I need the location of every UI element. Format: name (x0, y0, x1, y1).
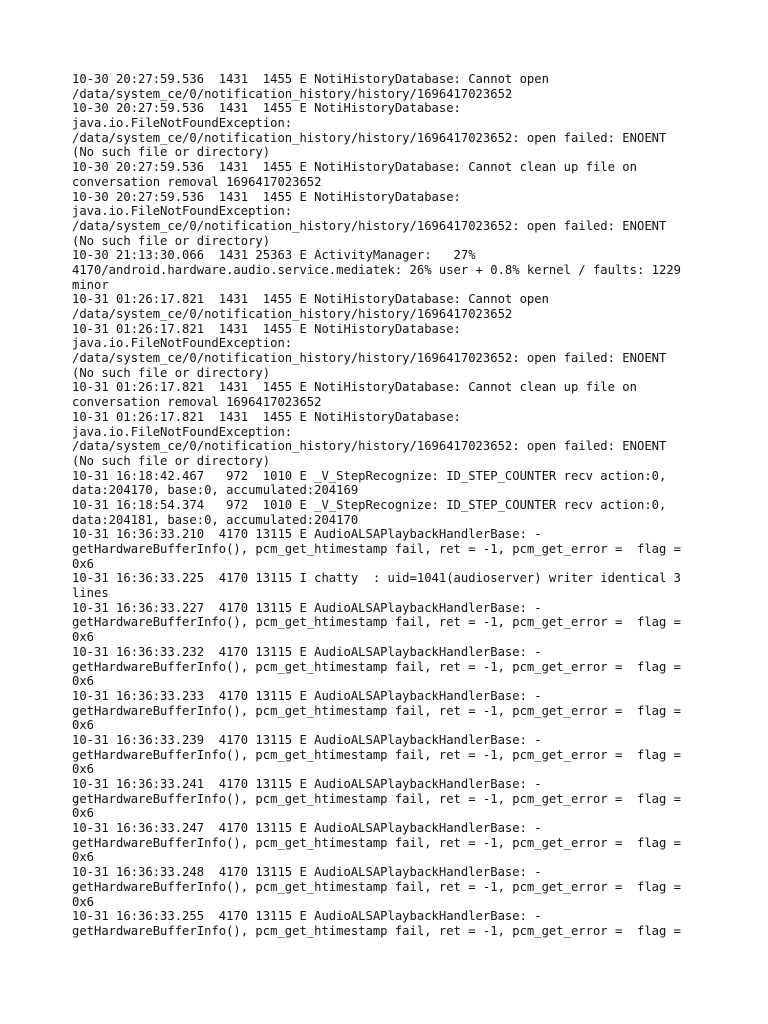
log-line: getHardwareBufferInfo(), pcm_get_htimestamp fail, ret = -1, pcm_get_error = flag = (72, 747, 682, 762)
log-line: /data/system_ce/0/notification_history/history/1696417023652 (72, 86, 513, 101)
log-line: getHardwareBufferInfo(), pcm_get_htimestamp fail, ret = -1, pcm_get_error = flag = (72, 659, 682, 674)
log-line: /data/system_ce/0/notification_history/history/1696417023652: open failed: ENOENT (72, 130, 667, 145)
log-line: 10-31 16:36:33.255 4170 13115 E AudioALSAPlaybackHandlerBase: - (72, 909, 542, 924)
log-line: (No such file or directory) (72, 233, 271, 248)
log-line: 0x6 (72, 674, 95, 689)
log-line: 10-30 21:13:30.066 1431 25363 E ActivityManager: 27% (72, 248, 476, 263)
log-line: 0x6 (72, 762, 95, 777)
log-line: 0x6 (72, 556, 95, 571)
log-line: data:204181, base:0, accumulated:204170 (72, 512, 359, 527)
log-line: getHardwareBufferInfo(), pcm_get_htimestamp fail, ret = -1, pcm_get_error = flag = (72, 923, 682, 938)
log-line: java.io.FileNotFoundException: (72, 424, 293, 439)
log-text-block (72, 72, 712, 939)
log-line: (No such file or directory) (72, 145, 271, 160)
log-line: /data/system_ce/0/notification_history/history/1696417023652: open failed: ENOENT (72, 439, 667, 454)
log-line: 10-30 20:27:59.536 1431 1455 E NotiHistoryDatabase: (72, 101, 461, 116)
log-line: 10-31 16:36:33.233 4170 13115 E AudioALSAPlaybackHandlerBase: - (72, 688, 542, 703)
log-line: /data/system_ce/0/notification_history/history/1696417023652: open failed: ENOENT (72, 351, 667, 366)
log-line: 0x6 (72, 894, 95, 909)
log-line: 4170/android.hardware.audio.service.mediatek: 26% user + 0.8% kernel / faults: 1229 (72, 262, 682, 277)
log-line: 0x6 (72, 806, 95, 821)
log-line: getHardwareBufferInfo(), pcm_get_htimestamp fail, ret = -1, pcm_get_error = flag = (72, 835, 682, 850)
log-line: conversation removal 1696417023652 (72, 395, 322, 410)
log-line: 10-31 01:26:17.821 1431 1455 E NotiHistoryDatabase: (72, 409, 461, 424)
log-line: data:204170, base:0, accumulated:204169 (72, 483, 359, 498)
log-line: 10-31 16:36:33.239 4170 13115 E AudioALSAPlaybackHandlerBase: - (72, 732, 542, 747)
log-line: 10-31 01:26:17.821 1431 1455 E NotiHistoryDatabase: Cannot open (72, 292, 549, 307)
log-line: conversation removal 1696417023652 (72, 174, 322, 189)
log-line: getHardwareBufferInfo(), pcm_get_htimestamp fail, ret = -1, pcm_get_error = flag = (72, 615, 682, 630)
log-line: getHardwareBufferInfo(), pcm_get_htimestamp fail, ret = -1, pcm_get_error = flag = (72, 791, 682, 806)
log-line: getHardwareBufferInfo(), pcm_get_htimestamp fail, ret = -1, pcm_get_error = flag = (72, 879, 682, 894)
log-line: 0x6 (72, 718, 95, 733)
log-line: /data/system_ce/0/notification_history/history/1696417023652 (72, 307, 513, 321)
log-line: 10-31 16:36:33.247 4170 13115 E AudioALSAPlaybackHandlerBase: - (72, 821, 542, 836)
log-line: 10-30 20:27:59.536 1431 1455 E NotiHistoryDatabase: Cannot open (72, 72, 549, 86)
log-line: 10-31 16:18:54.374 972 1010 E _V_StepRecognize: ID_STEP_COUNTER recv action:0, (72, 497, 667, 512)
log-line: lines (72, 586, 109, 601)
log-line: getHardwareBufferInfo(), pcm_get_htimestamp fail, ret = -1, pcm_get_error = flag = (72, 703, 682, 718)
log-line: 10-31 16:36:33.232 4170 13115 E AudioALSAPlaybackHandlerBase: - (72, 644, 542, 659)
log-line: getHardwareBufferInfo(), pcm_get_htimestamp fail, ret = -1, pcm_get_error = flag = (72, 542, 682, 556)
log-line: java.io.FileNotFoundException: (72, 336, 293, 351)
log-line: java.io.FileNotFoundException: (72, 204, 293, 219)
log-line: /data/system_ce/0/notification_history/history/1696417023652: open failed: ENOENT (72, 218, 667, 233)
log-line: 10-31 16:36:33.227 4170 13115 E AudioALSAPlaybackHandlerBase: - (72, 600, 542, 615)
log-line: 10-30 20:27:59.536 1431 1455 E NotiHistoryDatabase: (72, 189, 461, 204)
log-line: 10-31 16:18:42.467 972 1010 E _V_StepRecognize: ID_STEP_COUNTER recv action:0, (72, 468, 667, 483)
log-line: java.io.FileNotFoundException: (72, 116, 293, 131)
log-line: 10-31 01:26:17.821 1431 1455 E NotiHistoryDatabase: Cannot clean up file on (72, 380, 637, 395)
log-line: 10-31 16:36:33.210 4170 13115 E AudioALSAPlaybackHandlerBase: - (72, 527, 542, 542)
log-line: (No such file or directory) (72, 453, 271, 468)
log-line: 10-31 01:26:17.821 1431 1455 E NotiHistoryDatabase: (72, 321, 461, 336)
log-line: 10-31 16:36:33.225 4170 13115 I chatty : uid=1041(audioserver) writer identical 3 (72, 571, 682, 586)
log-line: 10-31 16:36:33.248 4170 13115 E AudioALSAPlaybackHandlerBase: - (72, 865, 542, 880)
log-line: (No such file or directory) (72, 365, 271, 380)
log-line: minor (72, 277, 109, 292)
log-line: 10-30 20:27:59.536 1431 1455 E NotiHistoryDatabase: Cannot clean up file on (72, 160, 637, 175)
log-line: 0x6 (72, 850, 95, 865)
log-line: 0x6 (72, 630, 95, 645)
log-line: 10-31 16:36:33.241 4170 13115 E AudioALSAPlaybackHandlerBase: - (72, 777, 542, 791)
